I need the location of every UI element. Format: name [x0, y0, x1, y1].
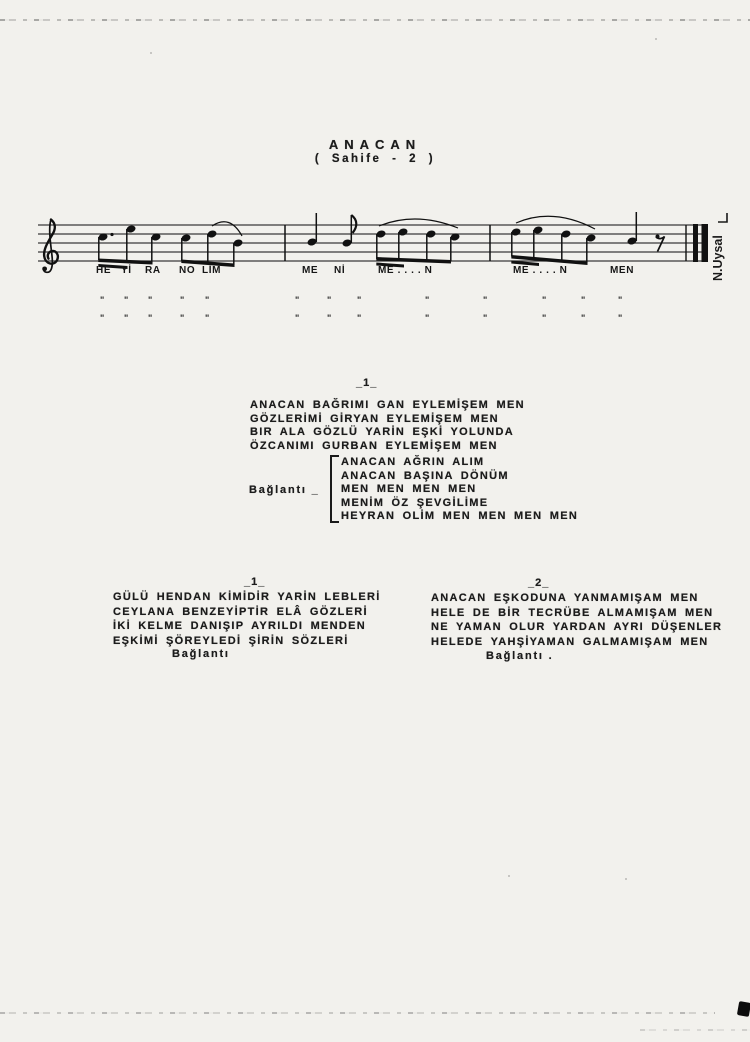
composer-signature: N.Uysal: [711, 235, 725, 281]
ditto-mark: ": [295, 313, 300, 323]
ditto-mark: ": [618, 295, 623, 305]
treble-clef-icon: [42, 220, 58, 273]
paper-speck: [150, 52, 152, 54]
lyric-syllable: MEN: [610, 265, 635, 276]
slur: [379, 219, 458, 228]
lyric-syllable: ME . . . . N: [378, 265, 433, 276]
lyric-syllable: RA: [145, 265, 161, 276]
ditto-mark: ": [483, 295, 488, 305]
ditto-mark: ": [483, 313, 488, 323]
verse-1: [250, 399, 525, 453]
note-group-6: [627, 212, 665, 252]
verse-line: İKİ KELME DANIŞIP AYRILDI MENDEN: [113, 620, 367, 633]
ditto-mark: ": [205, 295, 210, 305]
verse-line: GÖZLERİMİ GİRYAN EYLEMİŞEM MEN: [250, 412, 499, 425]
ditto-mark: ": [100, 313, 105, 323]
ditto-mark: ": [425, 295, 430, 305]
ditto-mark: ": [425, 313, 430, 323]
ditto-mark: ": [542, 313, 547, 323]
ditto-mark: ": [124, 295, 129, 305]
lyric-syllable: ME: [302, 265, 319, 276]
signature-flourish: [718, 213, 727, 222]
staff-lines: [38, 225, 708, 261]
ditto-mark: ": [148, 313, 153, 323]
ditto-mark: ": [327, 313, 332, 323]
ditto-mark: ": [357, 295, 362, 305]
paper-speck: [508, 875, 510, 877]
ink-blob: [737, 1001, 750, 1017]
lyric-syllable: Nİ: [334, 265, 346, 276]
ditto-mark: ": [205, 313, 210, 323]
paper-speck: [625, 878, 627, 880]
lyric-syllable: LİM: [202, 265, 222, 276]
baglanti-lines: [341, 456, 578, 524]
bottom-right-verse: [431, 591, 722, 649]
lyric-syllable: NO: [179, 265, 196, 276]
verse-1-heading: _1_: [356, 377, 378, 389]
scan-noise-top: [0, 19, 750, 21]
ditto-mark: ": [295, 295, 300, 305]
note-group-2: [181, 222, 244, 267]
note-group-5: [511, 216, 597, 266]
ditto-mark: ": [100, 295, 105, 305]
bottom-right-heading: _2_: [528, 577, 550, 589]
refrain-line: ANACAN BAŞINA DÖNÜM: [341, 469, 509, 482]
refrain-line: ANACAN AĞRIN ALIM: [341, 456, 485, 468]
lyric-syllable: HE: [96, 265, 112, 276]
song-subtitle: ( Sahife - 2 ): [314, 153, 436, 165]
refrain-line: MENİM ÖZ ŞEVGİLİME: [341, 496, 489, 509]
baglanti-label: Bağlantı _: [249, 484, 320, 496]
refrain-line: HEYRAN OLİM MEN MEN MEN MEN: [341, 510, 579, 523]
ditto-mark: ": [124, 313, 129, 323]
bottom-right-footer: Bağlantı .: [486, 650, 554, 662]
bottom-left-verse: [113, 590, 381, 648]
verse-line: HELE DE BİR TECRÜBE ALMAMIŞAM MEN: [431, 606, 714, 619]
bottom-left-heading: _1_: [244, 576, 266, 588]
ditto-mark: ": [581, 313, 586, 323]
verse-line: HELEDE YAHŞİYAMAN GALMAMIŞAM MEN: [431, 635, 709, 648]
ditto-mark: ": [581, 295, 586, 305]
refrain-line: MEN MEN MEN MEN: [341, 483, 477, 496]
bottom-left-footer: Bağlantı: [172, 648, 230, 660]
ditto-mark: ": [327, 295, 332, 305]
verse-line: GÜLÜ HENDAN KİMİDİR YARİN LEBLERİ: [113, 591, 381, 603]
ditto-mark: ": [148, 295, 153, 305]
verse-line: NE YAMAN OLUR YARDAN AYRI DÜŞENLER: [431, 621, 723, 634]
scan-noise-bottom-2: [640, 1029, 750, 1031]
music-staff: [28, 203, 748, 295]
verse-line: ÖZCANIMI GURBAN EYLEMİŞEM MEN: [250, 439, 498, 452]
scan-noise-bottom: [0, 1012, 715, 1014]
lyric-syllable: Yİ: [121, 265, 132, 276]
paper-speck: [655, 38, 657, 40]
ditto-mark: ": [180, 295, 185, 305]
verse-line: ANACAN BAĞRIMI GAN EYLEMİŞEM MEN: [250, 399, 525, 411]
ditto-mark: ": [618, 313, 623, 323]
verse-line: CEYLANA BENZEYİPTİR ELÂ GÖZLERİ: [113, 605, 368, 618]
song-title: ANACAN: [328, 137, 422, 152]
baglanti-bracket: [330, 455, 340, 523]
ditto-mark: ": [542, 295, 547, 305]
slur: [516, 216, 595, 229]
verse-line: ANACAN EŞKODUNA YANMAMIŞAM MEN: [431, 592, 699, 604]
lyric-syllable: ME . . . . N: [513, 265, 568, 276]
verse-line: BIR ALA GÖZLÜ YARİN EŞKİ YOLUNDA: [250, 426, 514, 439]
verse-line: EŞKİMİ ŞÖREYLEDİ ŞİRİN SÖZLERİ: [113, 634, 349, 647]
ditto-mark: ": [357, 313, 362, 323]
note-group-1: [98, 224, 162, 269]
ditto-mark: ": [180, 313, 185, 323]
